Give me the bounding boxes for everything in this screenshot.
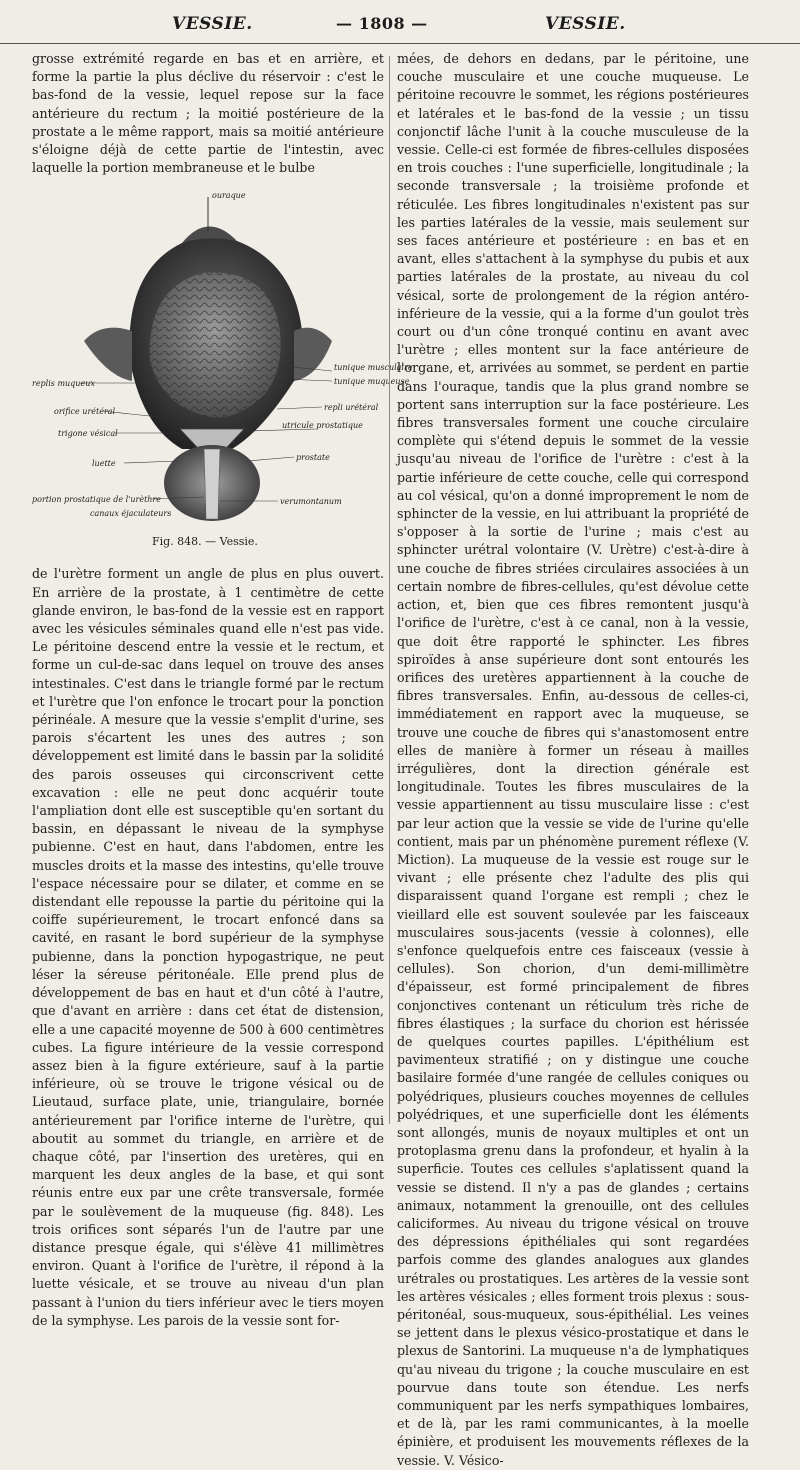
label-tunique-muqueuse: tunique muqueuse [334,377,410,387]
bladder-illustration [32,181,384,531]
left-top-paragraph: grosse extrémité regarde en bas et en arrière, et forme la partie la plus déclive du réservoir : c'est le bas-fond de la vessie, lequel repose sur la face antérieure du rectum ; la moitié postérieure de la prostate a le même rapport, mais sa moitié antérieure s'éloigne déjà de cette partie de l'intestin, avec laquelle la portion membraneuse et le bulbe [32,51,384,176]
running-title-right: VESSIE. [545,14,626,34]
right-column [397,50,749,1470]
label-tunique-musculaire: tunique musculaire [334,363,413,373]
label-repli-ureteral: repli urétéral [324,403,379,413]
label-portion-prostatique: portion prostatique de l'urèthre [32,495,162,505]
right-paragraph: mées, de dehors en dedans, par le péritoine, une couche musculaire et une couche muqueuse. Le péritoine recouvre le sommet, les régions postérieures et latérales et le bas-fond de la vessie ; un tissu conjonctif lâche l'unit à la couche musculeuse de la vessie. Celle-ci est formée de fibres-cellules disposées en trois couches : l'une superficielle, longitudinale ; la seconde transversale ; la troisième profonde et réticulée. Les fibres longitudinales n'existent pas sur les parties latérales de la vessie, mais seulement sur ses faces antérieure et postérieure : en bas et en avant, elles s'attachent à la symphyse du pubis et aux parties latérales de la prostate, au niveau du col vésical, sorte de prolongement de la région antéro-inférieure de la vessie, qui a la forme d'un goulot très court ou d'un cône tronqué continu en avant avec l'urètre ; elles montent sur la face antérieure de l'organe, et, arrivées au sommet, se perdent en partie dans l'ouraque, tandis que la plus grand nombre se portent sans interruption sur la face postérieure. Les fibres transversales forment une couche circulaire complète qui s'étend depuis le sommet de la vessie jusqu'au niveau de l'orifice de l'urètre : c'est à la partie inférieure de cette couche, celle qui correspond au col vésical, qu'on a donné improprement le nom de sphincter de la vessie, en lui attribuant la propriété de s'opposer à la sortie de l'urine ; mais c'est au sphincter urétral volontaire (V. Urètre) c'est-à-dire à une couche de fibres striées circulaires associées à un certain nombre de fibres-cellules, qu'est dévolue cette action, et, bien que ces fibres remontent jusqu'à l'orifice de l'urètre, c'est à ce canal, non à la vessie, que doit être rapporté le sphincter. Les fibres spiroïdes à anse supérieure dont sont entourés les orifices des uretères appartiennent à la couche de fibres transversales. Enfin, au-dessous de celles-ci, immédiatement en rapport avec la muqueuse, se trouve une couche de fibres qui s'anastomosent entre elles de manière à former un réseau à mailles irrégulières, dont la direction générale est longitudinale. Toutes les fibres musculaires de la vessie appartiennent au tissu musculaire lisse : c'est par leur action que la vessie se vide de l'urine qu'elle contient, mais par un phénomène purement réflexe (V. Miction). La muqueuse de la vessie est rouge sur le vivant ; elle présente chez l'adulte des plis qui disparaissent quand l'organe est rempli ; chez le vieillard elle est souvent soulevée par les faisceaux musculaires sous-jacents (vessie à colonnes), elle s'enfonce quelquefois entre ces faisceaux (vessie à cellules). Son chorion, d'un demi-millimètre d'épaisseur, est formé principalement de fibres conjonctives contenant un réticulum très riche de fibres élastiques ; la surface du chorion est hérissée de quelques courtes papilles. L'épithélium est pavimenteux stratifié ; on y distingue une couche basilaire formée d'une rangée de cellules coniques ou polyédriques, plusieurs couches moyennes de cellules polyédriques, et une superficielle dont les éléments sont allongés, munis de noyaux multiples et ont un protoplasma grenu dans la profondeur, et hyalin à la superficie. Toutes ces cellules s'aplatissent quand la vessie se distend. Il n'y a pas de glandes ; certains animaux, notamment la grenouille, ont des cellules caliciformes. Au niveau du trigone vésical on trouve des dépressions épithéliales qui sont regardées parfois comme des glandes analogues aux glandes urétrales ou prostatiques. Les artères de la vessie sont les artères vésicales ; elles forment trois plexus : sous-péritonéal, sous-muqueux, sous-épithélial. Les veines se jettent dans le plexus vésico-prostatique et dans le plexus de Santorini. La muqueuse n'a de lymphatiques qu'au niveau du trigone ; la couche musculaire en est pourvue dans toute son étendue. Les nerfs communiquent par les nerfs sympathiques lombaires, et de là, par les rami communicantes, à la moelle épinière, et produisent les mouvements réflexes de la vessie. V. Vésico- [397,51,749,1468]
label-trigone-vesical: trigone vésical [58,429,118,439]
label-replis-muqueux: replis muqueux [32,379,95,389]
left-bottom-paragraph: de l'urètre forment un angle de plus en plus ouvert. En arrière de la prostate, à 1 centimètre de cette glande environ, le bas-fond de la vessie est en rapport avec les vésicules séminales quand elle n'est pas vide. Le péritoine descend entre la vessie et le rectum, et forme un cul-de-sac dans lequel on trouve des anses intestinales. C'est dans le triangle formé par le rectum et l'urètre que l'on enfonce le trocart pour la ponction périnéale. A mesure que la vessie s'emplit d'urine, ses parois s'écartent les unes des autres ; son développement est limité dans le bassin par la solidité des parois osseuses qui circonscrivent cette excavation : elle ne peut donc acquérir toute l'ampliation dont elle est susceptible qu'en sortant du bassin, en dépassant le niveau de la symphyse pubienne. C'est en haut, dans l'abdomen, entre les muscles droits et la masse des intestins, qu'elle trouve l'espace nécessaire pour se dilater, et comme en se distendant elle repousse la partie du péritoine qui la coiffe supérieurement, le trocart enfoncé dans sa cavité, en rasant le bord supérieur de la symphyse pubienne, dans la ponction hypogastrique, ne peut léser la séreuse péritonéale. Elle prend plus de développement de bas en haut et d'un côté à l'autre, que d'avant en arrière : dans cet état de distension, elle a une capacité moyenne de 500 à 600 centimètres cubes. La figure intérieure de la vessie correspond assez bien à la figure extérieure, sauf à la partie inférieure, où se trouve le trigone vésical ou de Lieutaud, surface plate, unie, triangulaire, bornée antérieurement par l'orifice interne de l'urètre, qui aboutit au sommet du triangle, en arrière et de chaque côté, par l'insertion des uretères, qui en marquent les deux angles de la base, et qui sont réunis entre eux par une crête transversale, formée par le soulèvement de la muqueuse (fig. 848). Les trois orifices sont séparés l'un de l'autre par une distance presque égale, qui s'élève 41 millimètres environ. Quant à l'orifice de l'urètre, il répond à la luette vésicale, et se trouve au niveau d'un plan passant à l'union du tiers inférieur avec le tiers moyen de la symphyse. Les parois de la vessie sont for- [32,566,384,1328]
left-column [32,50,413,1330]
label-canaux-ejaculateurs: canaux éjaculateurs [90,509,172,519]
label-luette: luette [92,459,116,469]
label-verumontanum: verumontanum [280,497,342,507]
figure-848 [32,181,413,559]
label-orifice-ureteral: orifice urétéral [54,407,116,417]
running-title-left: VESSIE. [172,14,253,34]
label-ouraque: ouraque [212,191,246,201]
label-utricule-prostatique: utricule prostatique [282,421,363,431]
figure-caption: Fig. 848. — Vessie. [152,535,258,549]
page-header [0,14,800,50]
label-prostate: prostate [296,453,330,463]
page-number: — 1808 — [336,14,428,33]
column-divider [389,56,390,1124]
header-rule [0,43,800,44]
